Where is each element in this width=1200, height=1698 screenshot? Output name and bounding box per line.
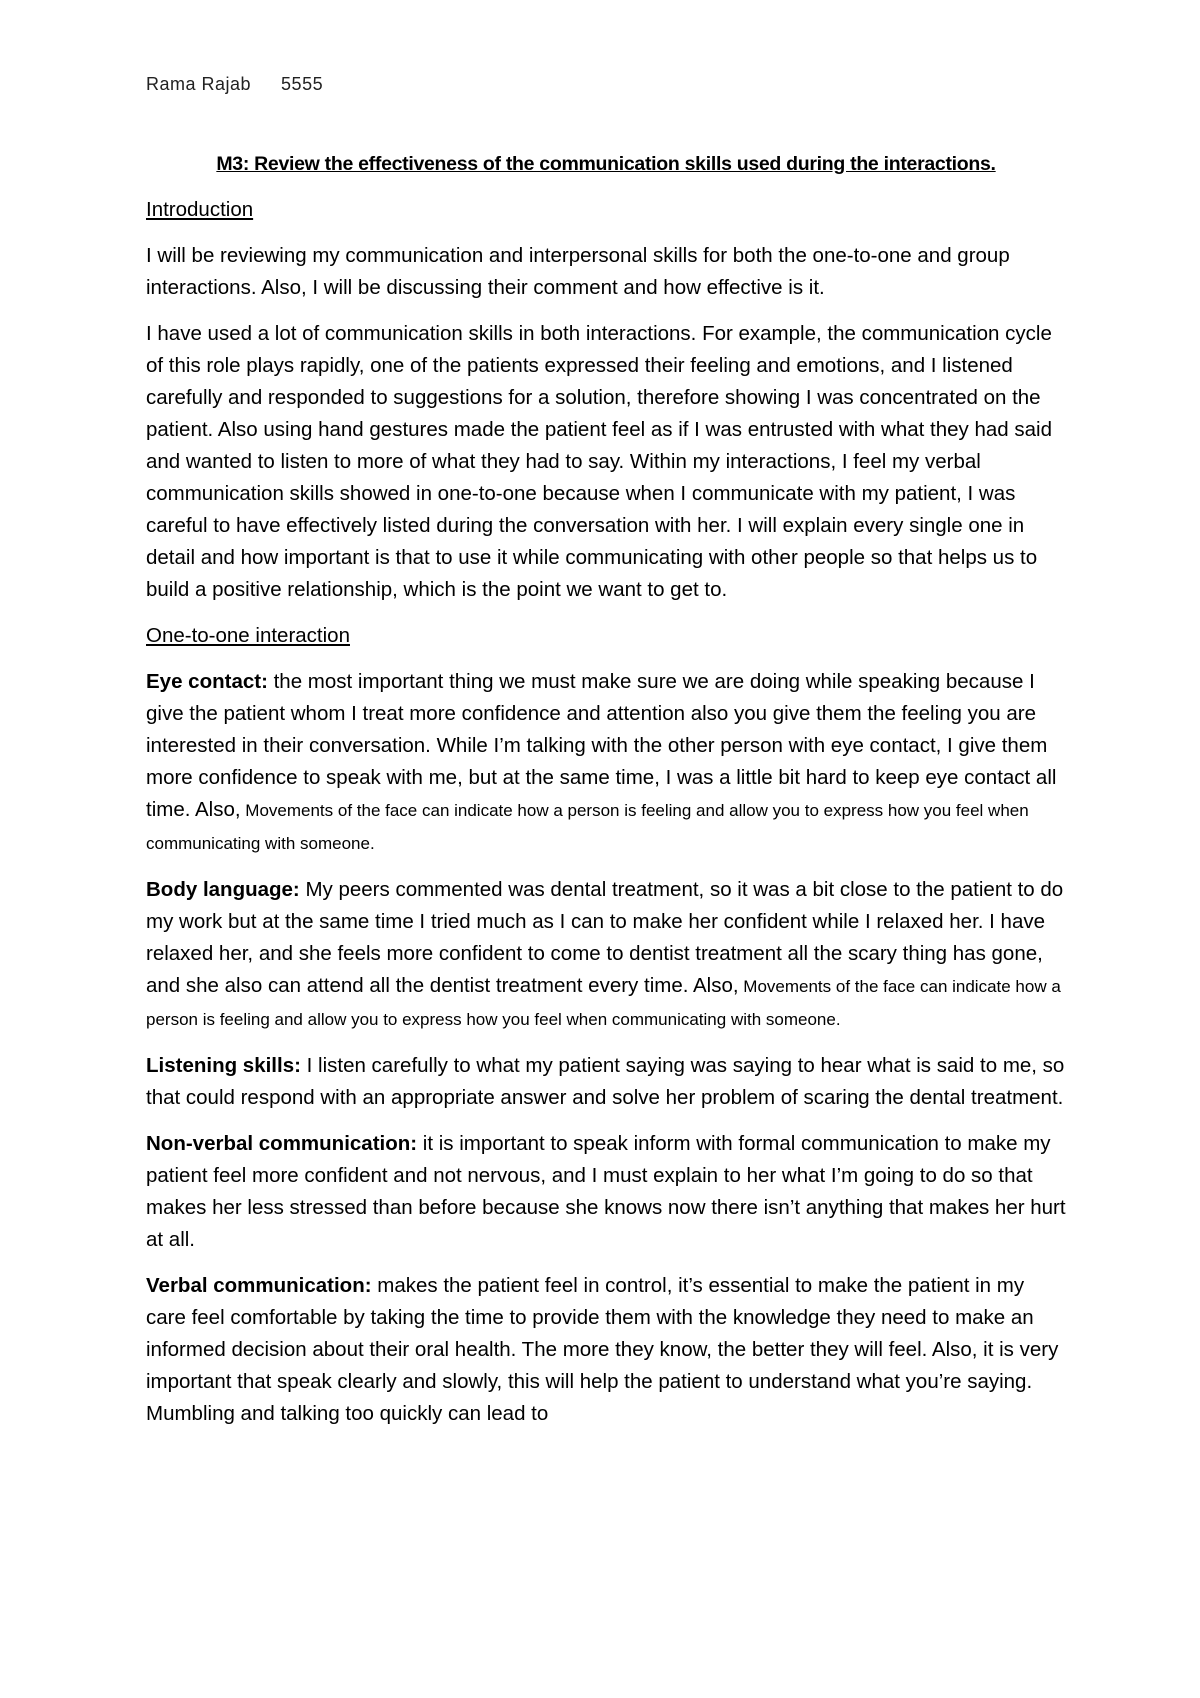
body-language-paragraph <box>146 874 1066 1036</box>
eye-contact-term: Eye contact: <box>146 670 268 693</box>
eye-contact-paragraph <box>146 666 1066 860</box>
student-id: 5555 <box>281 74 324 94</box>
eye-contact-small-text: Movements of the face can indicate how a person is feeling and allow you to express how you feel when communicating with someone. <box>146 801 1029 853</box>
student-name: Rama Rajab <box>146 74 252 94</box>
body-language-term: Body language: <box>146 878 300 901</box>
intro-paragraph-1: I will be reviewing my communication and interpersonal skills for both the one-to-one and group interactions. Also, I will be discussing their comment and how effective is it. <box>146 244 1010 299</box>
listening-skills-paragraph <box>146 1050 1066 1114</box>
verbal-paragraph <box>146 1270 1066 1430</box>
non-verbal-term: Non-verbal communication: <box>146 1132 418 1155</box>
document-body <box>146 148 1066 1444</box>
introduction-heading: Introduction <box>146 198 254 221</box>
verbal-text: makes the patient feel in control, it’s essential to make the patient in my care feel comfortable by taking the time to provide them with the knowledge they need to make an informed decision about their oral health. The more they know, the better they will feel. Also, it is very important that speak clearly and slowly, this will help the patient to understand what you’re saying. Mumbling and talking too quickly can lead to <box>146 1274 1059 1425</box>
listening-skills-term: Listening skills: <box>146 1054 301 1077</box>
body-language-text: My peers commented was dental treatment, so it was a bit close to the patient to do my work but at the same time I tried much as I can to make her confident while I relaxed her. I have relaxed her, and she feels more confident to come to dentist treatment all the scary thing has gone, and she also can attend all the dentist treatment every time. Also, <box>146 878 1064 997</box>
listening-skills-text: I listen carefully to what my patient saying was saying to hear what is said to me, so that could respond with an appropriate answer and solve her problem of scaring the dental treatment. <box>146 1054 1065 1109</box>
non-verbal-text: it is important to speak inform with formal communication to make my patient feel more confident and not nervous, and I must explain to her what I’m going to do so that makes her less stressed than before because she knows now there isn’t anything that makes her hurt at all. <box>146 1132 1066 1251</box>
intro-paragraph-2: I have used a lot of communication skills in both interactions. For example, the communication cycle of this role plays rapidly, one of the patients expressed their feeling and emotions, and I listened carefully and responded to suggestions for a solution, therefore showing I was concentrated on the patient. Also using hand gestures made the patient feel as if I was entrusted with what they had said and wanted to listen to more of what they had to say. Within my interactions, I feel my verbal communication skills showed in one-to-one because when I communicate with my patient, I was careful to have effectively listed during the conversation with her. I will explain every single one in detail and how important is that to use it while communicating with other people so that helps us to build a positive relationship, which is the point we want to get to. <box>146 322 1052 601</box>
page-header <box>146 74 323 95</box>
body-language-small-text: Movements of the face can indicate how a person is feeling and allow you to express how you feel when communicating with someone. <box>146 977 1061 1029</box>
non-verbal-paragraph <box>146 1128 1066 1256</box>
one-to-one-heading: One-to-one interaction <box>146 624 350 647</box>
document-title: M3: Review the effectiveness of the communication skills used during the interactions. <box>216 153 996 175</box>
verbal-term: Verbal communication: <box>146 1274 372 1297</box>
eye-contact-text: the most important thing we must make sure we are doing while speaking because I give the patient whom I treat more confidence and attention also you give them the feeling you are interested in their conversation. While I’m talking with the other person with eye contact, I give them more confidence to speak with me, but at the same time, I was a little bit hard to keep eye contact all time. Also, <box>146 670 1057 821</box>
